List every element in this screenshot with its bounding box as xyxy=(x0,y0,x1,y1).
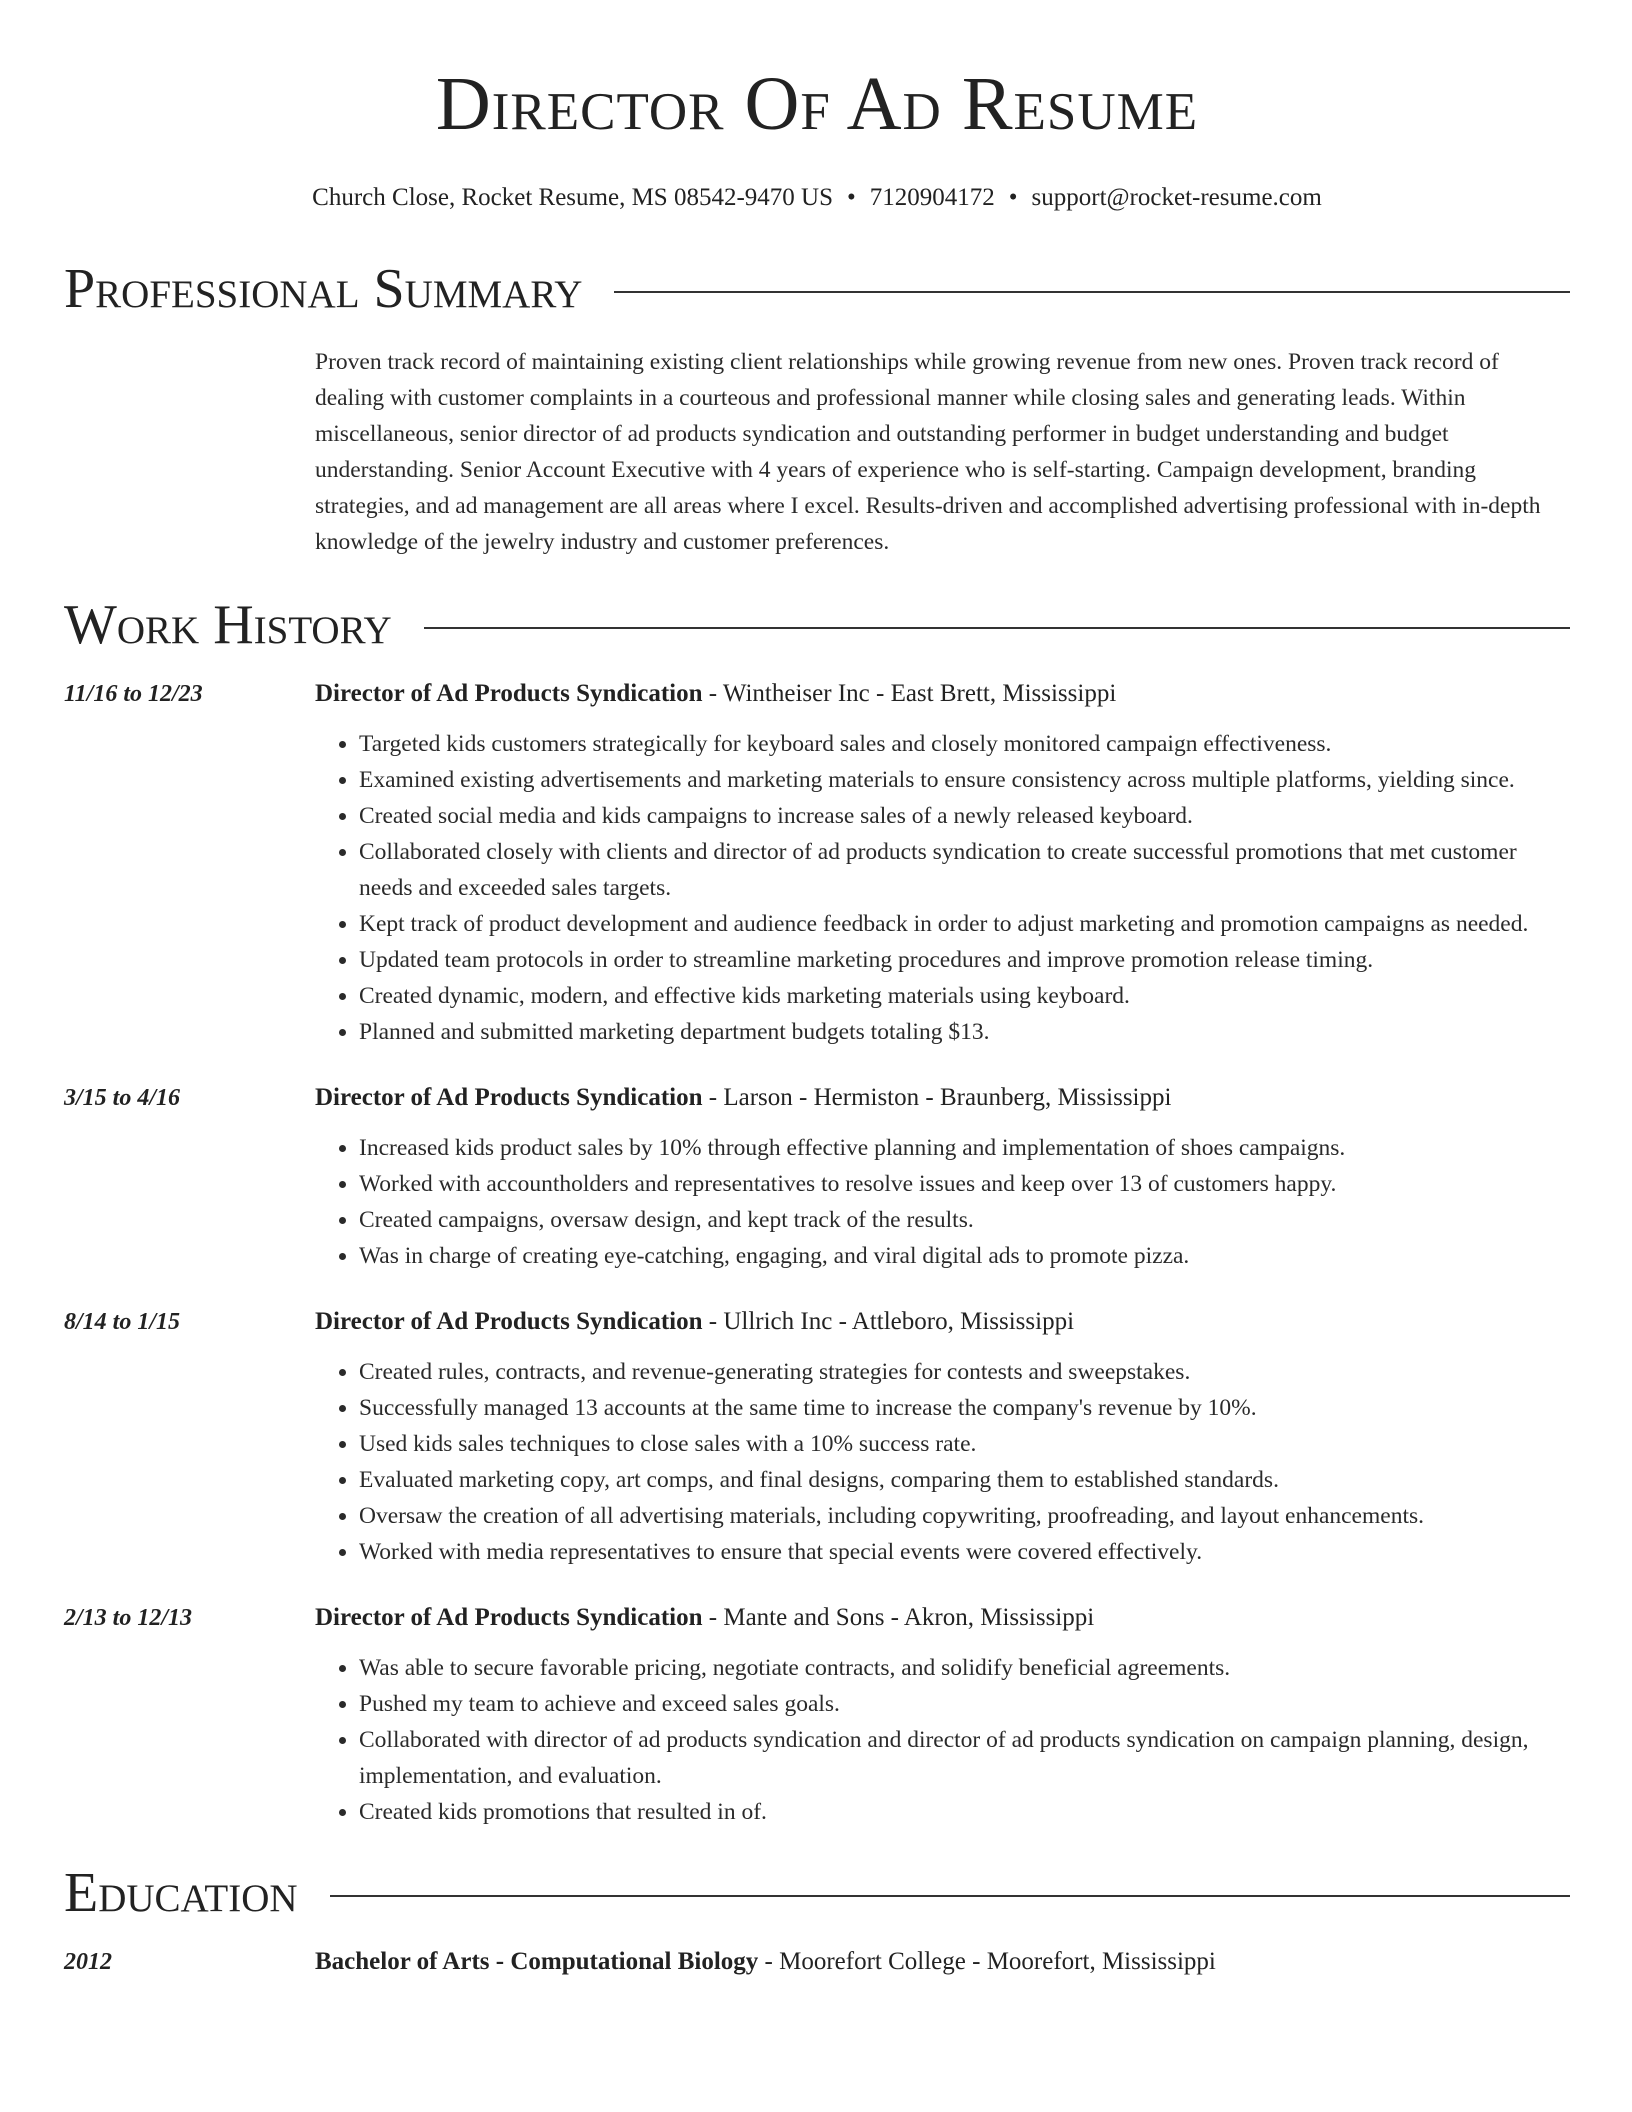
job-dates: 2/13 to 12/13 xyxy=(64,1605,193,1631)
section-education xyxy=(64,1860,1570,1926)
section-heading-education: Education xyxy=(64,1862,298,1924)
job-bullets xyxy=(315,726,1570,1050)
section-divider xyxy=(424,627,1570,629)
job-bullet: • Updated team protocols in order to streamline marketing procedures and improve promotion release timing. xyxy=(359,942,1570,978)
job-bullets xyxy=(315,1354,1570,1570)
job-title: Director of Ad Products Syndication xyxy=(315,1084,703,1111)
education-degree: Bachelor of Arts - Computational Biology xyxy=(315,1948,759,1975)
job-entry xyxy=(64,676,1570,1050)
job-entry xyxy=(64,1304,1570,1570)
job-bullet: • Planned and submitted marketing department budgets totaling $13. xyxy=(359,1014,1570,1050)
education-content xyxy=(315,1944,1570,1980)
contact-separator: • xyxy=(1008,184,1018,211)
job-title: Director of Ad Products Syndication xyxy=(315,1308,703,1335)
job-bullet: • Used kids sales techniques to close sales with a 10% success rate. xyxy=(359,1426,1570,1462)
job-entry xyxy=(64,1600,1570,1830)
job-details: - Wintheiser Inc - East Brett, Mississippi xyxy=(708,680,1117,707)
job-bullet: • Created social media and kids campaigns to increase sales of a newly released keyboard. xyxy=(359,798,1570,834)
job-title: Director of Ad Products Syndication xyxy=(315,1604,703,1631)
education-heading xyxy=(315,1944,1570,1980)
education-year: 2012 xyxy=(64,1949,112,1975)
job-bullet: • Pushed my team to achieve and exceed sales goals. xyxy=(359,1686,1570,1722)
contact-email[interactable]: support@rocket-resume.com xyxy=(1031,184,1322,211)
section-divider xyxy=(614,291,1570,293)
job-bullet: • Targeted kids customers strategically for keyboard sales and closely monitored campaign effectiveness. xyxy=(359,726,1570,762)
job-content xyxy=(315,1600,1570,1830)
education-details: - Moorefort College - Moorefort, Mississippi xyxy=(764,1948,1216,1975)
summary-text: Proven track record of maintaining existing client relationships while growing revenue from new ones. Proven track record of dealing with customer complaints in a courteous and professional manner while closing sales and generating leads. Within miscellaneous, senior director of ad products syndication and outstanding performer in budget understanding and budget understanding. Senior Account Executive with 4 years of experience who is self-starting. Campaign development, branding strategies, and ad management are all areas where I excel. Results-driven and accomplished advertising professional with in-depth knowledge of the jewelry industry and customer preferences. xyxy=(315,349,1541,555)
job-heading xyxy=(315,1304,1570,1340)
job-bullet: • Oversaw the creation of all advertising materials, including copywriting, proofreading, and layout enhancements. xyxy=(359,1498,1570,1534)
education-entry xyxy=(64,1944,1570,1980)
job-bullet: • Successfully managed 13 accounts at the same time to increase the company's revenue by 10%. xyxy=(359,1390,1570,1426)
job-bullets xyxy=(315,1130,1570,1274)
job-details: - Mante and Sons - Akron, Mississippi xyxy=(708,1604,1095,1631)
job-dates: 3/15 to 4/16 xyxy=(64,1085,181,1111)
job-bullet: • Created dynamic, modern, and effective kids marketing materials using keyboard. xyxy=(359,978,1570,1014)
job-entry xyxy=(64,1080,1570,1274)
contact-separator: • xyxy=(847,184,856,211)
contact-phone: 7120904172 xyxy=(869,184,995,211)
job-dates: 8/14 to 1/15 xyxy=(64,1309,181,1335)
job-title: Director of Ad Products Syndication xyxy=(315,680,703,707)
contact-address: Church Close, Rocket Resume, MS 08542-9470 US xyxy=(312,184,833,211)
job-bullet: • Examined existing advertisements and marketing materials to ensure consistency across multiple platforms, yielding since. xyxy=(359,762,1570,798)
section-heading-summary: Professional Summary xyxy=(64,258,583,320)
section-heading-work-history: Work History xyxy=(64,594,392,656)
job-bullet: • Evaluated marketing copy, art comps, and final designs, comparing them to established standards. xyxy=(359,1462,1570,1498)
job-bullet: • Created kids promotions that resulted in of. xyxy=(359,1794,1570,1830)
job-bullet: • Increased kids product sales by 10% through effective planning and implementation of shoes campaigns. xyxy=(359,1130,1570,1166)
job-dates: 11/16 to 12/23 xyxy=(64,681,203,707)
job-bullet: • Worked with accountholders and representatives to resolve issues and keep over 13 of customers happy. xyxy=(359,1166,1570,1202)
section-summary xyxy=(64,256,1570,322)
job-heading xyxy=(315,1600,1570,1636)
job-content xyxy=(315,676,1570,1050)
job-bullet: • Was able to secure favorable pricing, negotiate contracts, and solidify beneficial agreements. xyxy=(359,1650,1570,1686)
job-heading xyxy=(315,1080,1570,1116)
job-bullet: • Created campaigns, oversaw design, and kept track of the results. xyxy=(359,1202,1570,1238)
contact-line xyxy=(64,182,1570,214)
job-bullet: • Collaborated closely with clients and director of ad products syndication to create successful promotions that met customer needs and exceeded sales targets. xyxy=(359,834,1570,906)
job-heading xyxy=(315,676,1570,712)
job-bullet: • Kept track of product development and audience feedback in order to adjust marketing and promotion campaigns as needed. xyxy=(359,906,1570,942)
job-bullet: • Created rules, contracts, and revenue-generating strategies for contests and sweepstakes. xyxy=(359,1354,1570,1390)
resume-title: Director Of Ad Resume xyxy=(435,62,1199,146)
job-details: - Larson - Hermiston - Braunberg, Mississippi xyxy=(708,1084,1172,1111)
job-details: - Ullrich Inc - Attleboro, Mississippi xyxy=(708,1308,1075,1335)
job-bullet: • Worked with media representatives to ensure that special events were covered effectively. xyxy=(359,1534,1570,1570)
job-content xyxy=(315,1304,1570,1570)
section-work-history xyxy=(64,592,1570,658)
job-content xyxy=(315,1080,1570,1274)
job-bullets xyxy=(315,1650,1570,1830)
job-bullet: • Was in charge of creating eye-catching, engaging, and viral digital ads to promote pizza. xyxy=(359,1238,1570,1274)
job-bullet: • Collaborated with director of ad products syndication and director of ad products syndication on campaign planning, design, implementation, and evaluation. xyxy=(359,1722,1570,1794)
section-divider xyxy=(330,1895,1570,1897)
